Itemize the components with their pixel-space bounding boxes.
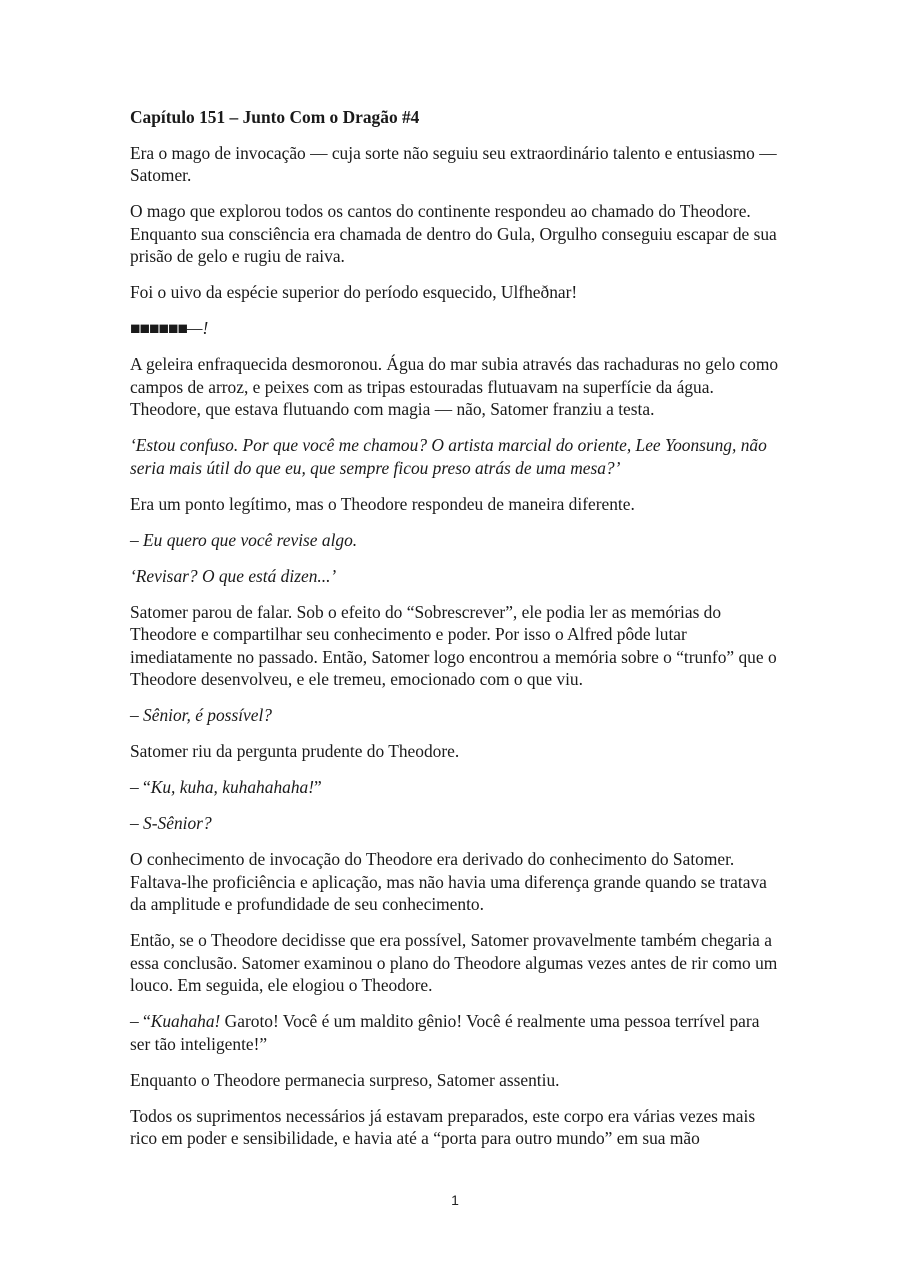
paragraph: Enquanto o Theodore permanecia surpreso, Satomer assentiu.	[130, 1069, 560, 1090]
paragraph-thought: ‘Revisar? O que está dizen...’	[130, 565, 337, 586]
censored-blocks: ■■■■■■	[130, 318, 188, 338]
dialogue-text: Eu quero que você revise algo.	[143, 529, 358, 550]
dialogue-line	[130, 704, 780, 727]
paragraph: Satomer riu da pergunta prudente do Theodore.	[130, 741, 460, 761]
dialogue-close-quote: ”	[314, 777, 322, 797]
paragraph: O mago que explorou todos os cantos do continente respondeu ao chamado do Theodore. Enquanto sua consciência era chamada de dentro do Gula, Orgulho conseguiu escapar de sua prisão de gelo e rugiu de raiva.	[130, 201, 777, 266]
paragraph: Era um ponto legítimo, mas o Theodore respondeu de maneira diferente.	[130, 493, 635, 514]
paragraph: A geleira enfraquecida desmoronou. Água do mar subia através das rachaduras no gelo como campos de arroz, e peixes com as tripas estouradas flutuavam na superfície da água. Theodore, que estava flutuando com magia — não, Satomer franziu a testa.	[130, 354, 779, 419]
chapter-title: Capítulo 151 – Junto Com o Dragão #4	[130, 107, 420, 127]
dialogue-line	[130, 776, 780, 799]
paragraph: Satomer parou de falar. Sob o efeito do “Sobrescrever”, ele podia ler as memórias do Theodore e compartilhar seu conhecimento e poder. Por isso o Alfred pôde lutar imediatamente no passado. Então, Satomer logo encontrou a memória sobre o “trunfo” que o Theodore desenvolveu, e ele tremeu, emocionado com o que viu.	[130, 601, 777, 689]
dialogue-line	[130, 529, 780, 552]
dialogue-text: Garoto! Você é um maldito gênio! Você é realmente uma pessoa terrível para ser tão inteligente!”	[130, 1011, 760, 1054]
dialogue-text: Sênior, é possível?	[143, 705, 273, 725]
dialogue-laugh: Kuahaha!	[150, 1011, 221, 1031]
paragraph-roar	[130, 317, 780, 340]
dialogue-dash: –	[130, 813, 144, 833]
roar-text: —!	[187, 318, 209, 338]
paragraph: O conhecimento de invocação do Theodore era derivado do conhecimento do Satomer. Faltava-lhe proficiência e aplicação, mas não havia uma diferença grande quando se tratava da amplitude e profundidade de seu conhecimento.	[130, 849, 767, 914]
dialogue-text: S-Sênior?	[143, 813, 212, 833]
dialogue-dash: –	[130, 529, 144, 550]
document-body	[130, 106, 780, 1163]
dialogue-text: Ku, kuha, kuhahahaha!	[150, 777, 315, 797]
paragraph: Foi o uivo da espécie superior do período esquecido, Ulfheðnar!	[130, 282, 578, 302]
dialogue-line	[130, 1010, 780, 1055]
dialogue-dash: – “	[130, 777, 151, 797]
dialogue-dash: –	[130, 705, 144, 725]
paragraph: Todos os suprimentos necessários já estavam preparados, este corpo era várias vezes mais rico em poder e sensibilidade, e havia até a “porta para outro mundo” em sua mão	[130, 1105, 756, 1148]
paragraph: Então, se o Theodore decidisse que era possível, Satomer provavelmente também chegaria a essa conclusão. Satomer examinou o plano do Theodore algumas vezes antes de rir como um louco. Em seguida, ele elogiou o Theodore.	[130, 930, 778, 995]
page-number: 1	[451, 1192, 459, 1208]
paragraph-thought: ‘Estou confuso. Por que você me chamou? O artista marcial do oriente, Lee Yoonsung, não seria mais útil do que eu, que sempre ficou preso atrás de uma mesa?’	[130, 435, 767, 478]
paragraph: Era o mago de invocação — cuja sorte não seguiu seu extraordinário talento e entusiasmo — Satomer.	[130, 142, 777, 185]
dialogue-line	[130, 812, 780, 835]
dialogue-dash: – “	[130, 1011, 151, 1031]
